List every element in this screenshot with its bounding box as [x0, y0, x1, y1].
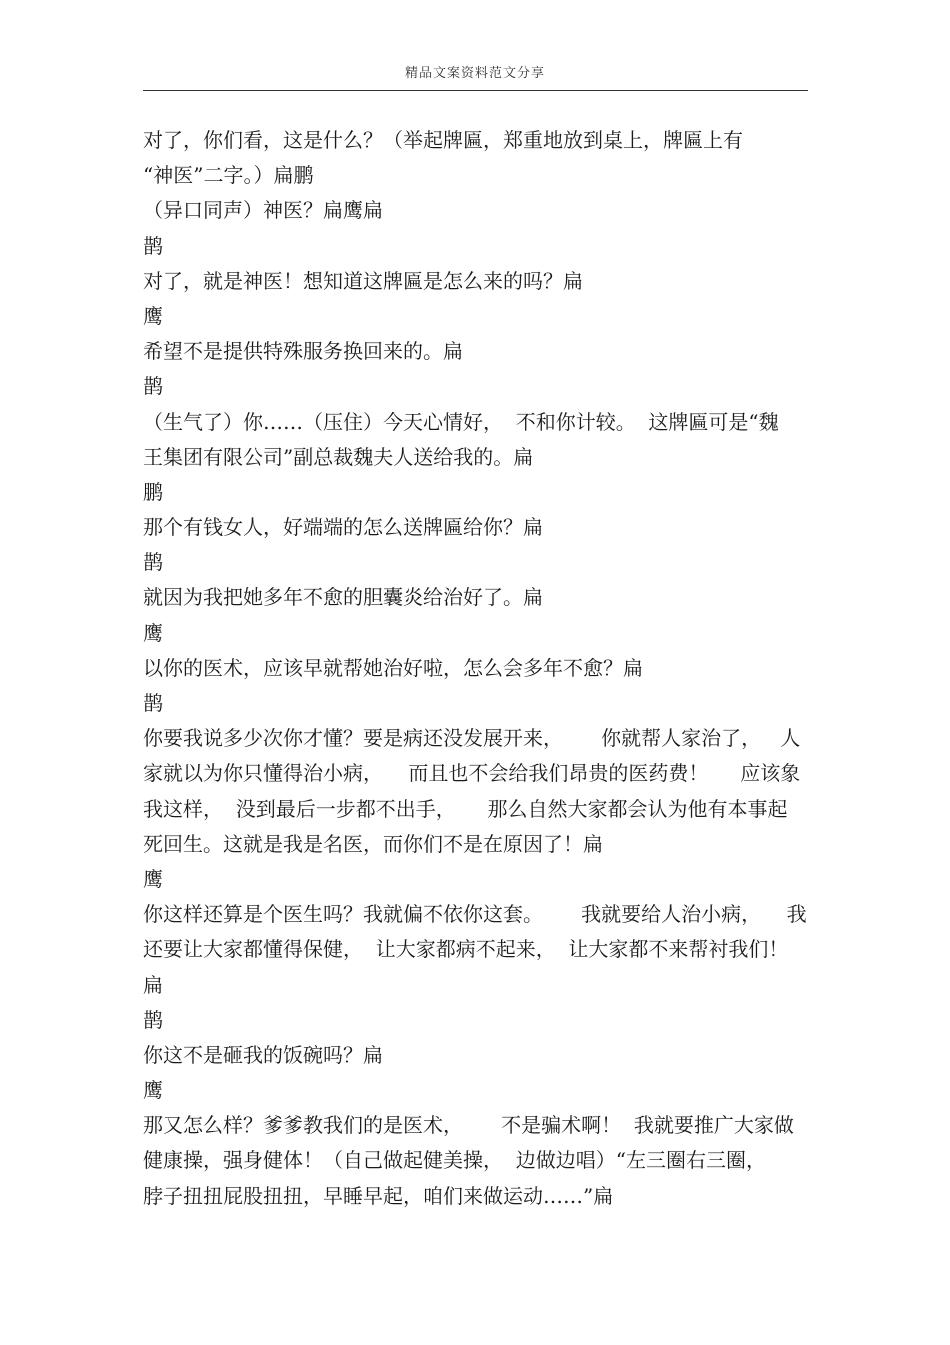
text-line: 那个有钱女人，好端端的怎么送牌匾给你？扁: [143, 515, 543, 540]
header-divider: [143, 90, 808, 91]
text-line: 还要让大家都懂得保健， 让大家都病不起来， 让大家都不来帮衬我们！: [143, 937, 789, 962]
text-line: 你这不是砸我的饭碗吗？扁: [143, 1042, 383, 1067]
text-line: 我这样， 没到最后一步都不出手， 那么自然大家都会认为他有本事起: [143, 796, 788, 821]
text-line: （异口同声）神医？扁鹰扁: [143, 198, 383, 223]
text-line: 健康操，强身健体！（自己做起健美操， 边做边唱）“左三圈右三圈，: [143, 1148, 766, 1173]
text-line: 对了，就是神医！想知道这牌匾是怎么来的吗？扁: [143, 268, 583, 293]
text-line: 那又怎么样？爹爹教我们的是医术， 不是骗术啊！ 我就要推广大家做: [143, 1113, 794, 1138]
text-line: 王集团有限公司”副总裁魏夫人送给我的。扁: [143, 444, 534, 469]
script-body: [143, 123, 813, 1214]
text-line: 鹰: [143, 620, 163, 645]
text-line: 鹊: [143, 691, 163, 715]
text-line: 希望不是提供特殊服务换回来的。扁: [143, 339, 463, 364]
text-line: 鹏: [143, 479, 163, 504]
text-line: “神医”二字。）扁鹏: [143, 163, 314, 188]
text-line: 鹰: [143, 303, 163, 328]
text-line: 你这样还算是个医生吗？我就偏不依你这套。 我就要给人治小病， 我: [143, 902, 807, 927]
text-line: 鹊: [143, 233, 163, 258]
text-line: 对了，你们看，这是什么？（举起牌匾，郑重地放到桌上，牌匾上有: [143, 128, 743, 152]
text-line: 鹊: [143, 550, 163, 575]
text-line: 以你的医术，应该早就帮她治好啦，怎么会多年不愈？扁: [143, 655, 643, 680]
header-title: 精品文案资料范文分享: [404, 66, 545, 81]
text-line: （生气了）你……（压住）今天心情好， 不和你计较。 这牌匾可是“魏: [143, 409, 779, 434]
text-line: 脖子扭扭屁股扭扭，早睡早起，咱们来做运动……”扁: [143, 1183, 614, 1208]
text-line: 鹰: [143, 1078, 163, 1103]
text-line: 扁: [143, 972, 163, 997]
text-line: 鹰: [143, 866, 163, 891]
text-line: 你要我说多少次你才懂？要是病还没发展开来， 你就帮人家治了， 人: [143, 726, 801, 751]
text-line: 家就以为你只懂得治小病， 而且也不会给我们昂贵的医药费！ 应该象: [143, 761, 801, 786]
page-header: [0, 62, 950, 81]
text-line: 鹊: [143, 374, 163, 399]
text-line: 就因为我把她多年不愈的胆囊炎给治好了。扁: [143, 585, 543, 610]
text-line: 死回生。这就是我是名医，而你们不是在原因了！扁: [143, 831, 603, 856]
text-line: 鹊: [143, 1007, 163, 1032]
